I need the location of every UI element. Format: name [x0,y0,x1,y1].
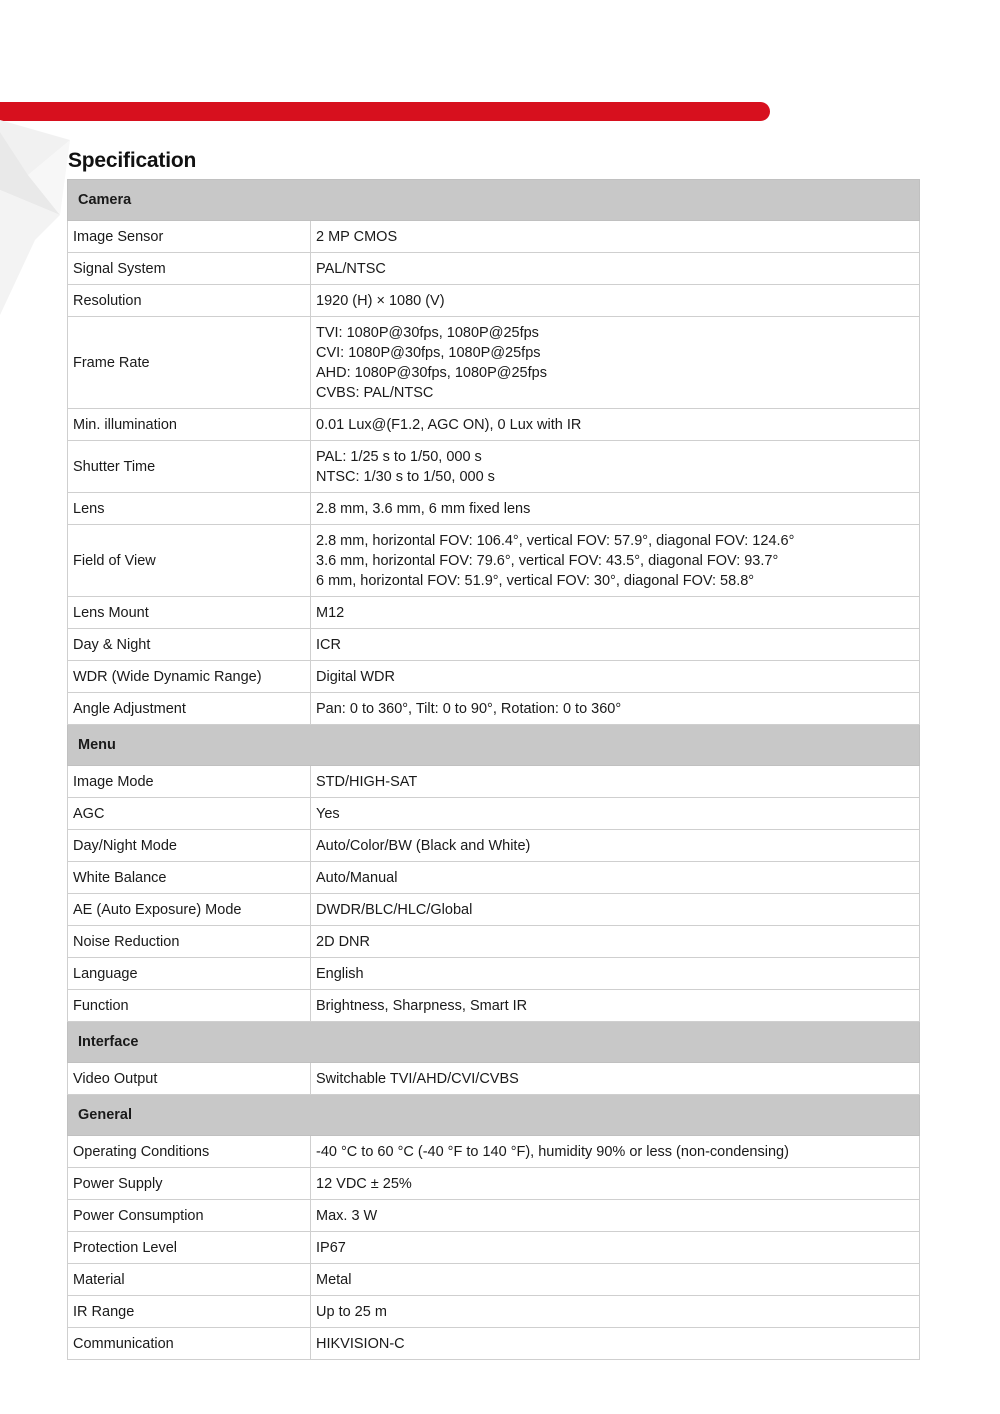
spec-value [311,221,920,253]
spec-value-line: 0.01 Lux@(F1.2, AGC ON), 0 Lux with IR [316,416,582,433]
page-title: Specification [68,149,197,172]
table-row [68,1328,920,1360]
spec-label: Day/Night Mode [68,830,311,862]
spec-value [311,862,920,894]
table-row [68,894,920,926]
section-header-row [68,725,920,766]
spec-label: Day & Night [68,629,311,661]
spec-label: Protection Level [68,1232,311,1264]
spec-value-line: 3.6 mm, horizontal FOV: 79.6°, vertical FOV: 43.5°, diagonal FOV: 93.7° [316,552,779,569]
spec-label: Image Mode [68,766,311,798]
spec-value [311,441,920,493]
spec-value-line: Digital WDR [316,668,395,685]
spec-label: Video Output [68,1063,311,1095]
spec-value [311,958,920,990]
spec-value [311,1168,920,1200]
spec-value-line: 2 MP CMOS [316,228,398,245]
spec-value [311,285,920,317]
table-row [68,1168,920,1200]
spec-value [311,1200,920,1232]
spec-value-line: CVBS: PAL/NTSC [316,384,434,401]
table-row [68,1296,920,1328]
table-row [68,597,920,629]
spec-value-line: PAL/NTSC [316,260,386,277]
spec-value-line: AHD: 1080P@30fps, 1080P@25fps [316,364,547,381]
table-row [68,798,920,830]
spec-label: Communication [68,1328,311,1360]
spec-value [311,894,920,926]
specification-table-body [68,180,920,1360]
table-row [68,1232,920,1264]
spec-value-line: English [316,965,364,982]
spec-value-line: M12 [316,604,345,621]
table-row [68,1063,920,1095]
spec-label: Noise Reduction [68,926,311,958]
table-row [68,1264,920,1296]
spec-value-line: Max. 3 W [316,1207,378,1224]
section-header-row [68,180,920,221]
spec-value [311,1264,920,1296]
table-row [68,990,920,1022]
spec-value [311,926,920,958]
spec-value [311,253,920,285]
spec-value [311,597,920,629]
header-accent-bar [0,102,770,121]
table-row [68,693,920,725]
section-header-row [68,1022,920,1063]
spec-label: Field of View [68,525,311,597]
table-row [68,766,920,798]
specification-table [67,179,920,1360]
spec-value-line: NTSC: 1/30 s to 1/50, 000 s [316,468,495,485]
spec-value-line: TVI: 1080P@30fps, 1080P@25fps [316,324,539,341]
spec-label: IR Range [68,1296,311,1328]
spec-value-line: -40 °C to 60 °C (-40 °F to 140 °F), humidity 90% or less (non-condensing) [316,1143,789,1160]
spec-value-line: 6 mm, horizontal FOV: 51.9°, vertical FOV: 30°, diagonal FOV: 58.8° [316,572,755,589]
table-row [68,661,920,693]
spec-label: Resolution [68,285,311,317]
table-row [68,958,920,990]
spec-value [311,1063,920,1095]
spec-label: Min. illumination [68,409,311,441]
table-row [68,221,920,253]
spec-value-line: Pan: 0 to 360°, Tilt: 0 to 90°, Rotation: 0 to 360° [316,700,622,717]
table-row [68,493,920,525]
spec-value [311,317,920,409]
spec-value [311,409,920,441]
spec-value-line: 2.8 mm, 3.6 mm, 6 mm fixed lens [316,500,531,517]
section-title: Camera [68,180,920,221]
table-row [68,285,920,317]
spec-value-line: PAL: 1/25 s to 1/50, 000 s [316,448,482,465]
spec-value [311,798,920,830]
spec-label: Power Consumption [68,1200,311,1232]
spec-value [311,1136,920,1168]
spec-value-line: HIKVISION-C [316,1335,405,1352]
spec-value-line: Switchable TVI/AHD/CVI/CVBS [316,1070,519,1087]
spec-value [311,1232,920,1264]
spec-value-line: 1920 (H) × 1080 (V) [316,292,445,309]
spec-value-line: CVI: 1080P@30fps, 1080P@25fps [316,344,541,361]
table-row [68,830,920,862]
table-row [68,525,920,597]
spec-value [311,830,920,862]
spec-value-line: 12 VDC ± 25% [316,1175,412,1192]
spec-value-line: Up to 25 m [316,1303,387,1320]
spec-value-line: 2.8 mm, horizontal FOV: 106.4°, vertical FOV: 57.9°, diagonal FOV: 124.6° [316,532,795,549]
section-title: Menu [68,725,920,766]
spec-label: Lens [68,493,311,525]
spec-label: Image Sensor [68,221,311,253]
section-header-row [68,1095,920,1136]
spec-label: Signal System [68,253,311,285]
spec-value [311,990,920,1022]
spec-value [311,525,920,597]
spec-value [311,766,920,798]
spec-value-line: Brightness, Sharpness, Smart IR [316,997,528,1014]
table-row [68,629,920,661]
spec-value [311,693,920,725]
spec-value-line: STD/HIGH-SAT [316,773,418,790]
spec-label: White Balance [68,862,311,894]
spec-label: Operating Conditions [68,1136,311,1168]
spec-value [311,1296,920,1328]
spec-value-line: IP67 [316,1239,346,1256]
table-row [68,409,920,441]
spec-label: AE (Auto Exposure) Mode [68,894,311,926]
spec-label: Function [68,990,311,1022]
spec-value [311,661,920,693]
table-row [68,926,920,958]
spec-value [311,493,920,525]
spec-label: Angle Adjustment [68,693,311,725]
spec-label: Lens Mount [68,597,311,629]
spec-value-line: Yes [316,805,340,822]
spec-label: WDR (Wide Dynamic Range) [68,661,311,693]
spec-value-line: Auto/Manual [316,869,398,886]
section-title: Interface [68,1022,920,1063]
spec-value-line: Auto/Color/BW (Black and White) [316,837,531,854]
spec-label: Frame Rate [68,317,311,409]
table-row [68,862,920,894]
section-title: General [68,1095,920,1136]
spec-value [311,1328,920,1360]
spec-value-line: ICR [316,636,341,653]
table-row [68,1136,920,1168]
table-row [68,1200,920,1232]
spec-label: Material [68,1264,311,1296]
spec-label: AGC [68,798,311,830]
spec-value-line: Metal [316,1271,352,1288]
spec-label: Power Supply [68,1168,311,1200]
spec-label: Language [68,958,311,990]
spec-value [311,629,920,661]
spec-label: Shutter Time [68,441,311,493]
spec-value-line: 2D DNR [316,933,370,950]
table-row [68,253,920,285]
table-row [68,441,920,493]
table-row [68,317,920,409]
spec-value-line: DWDR/BLC/HLC/Global [316,901,473,918]
